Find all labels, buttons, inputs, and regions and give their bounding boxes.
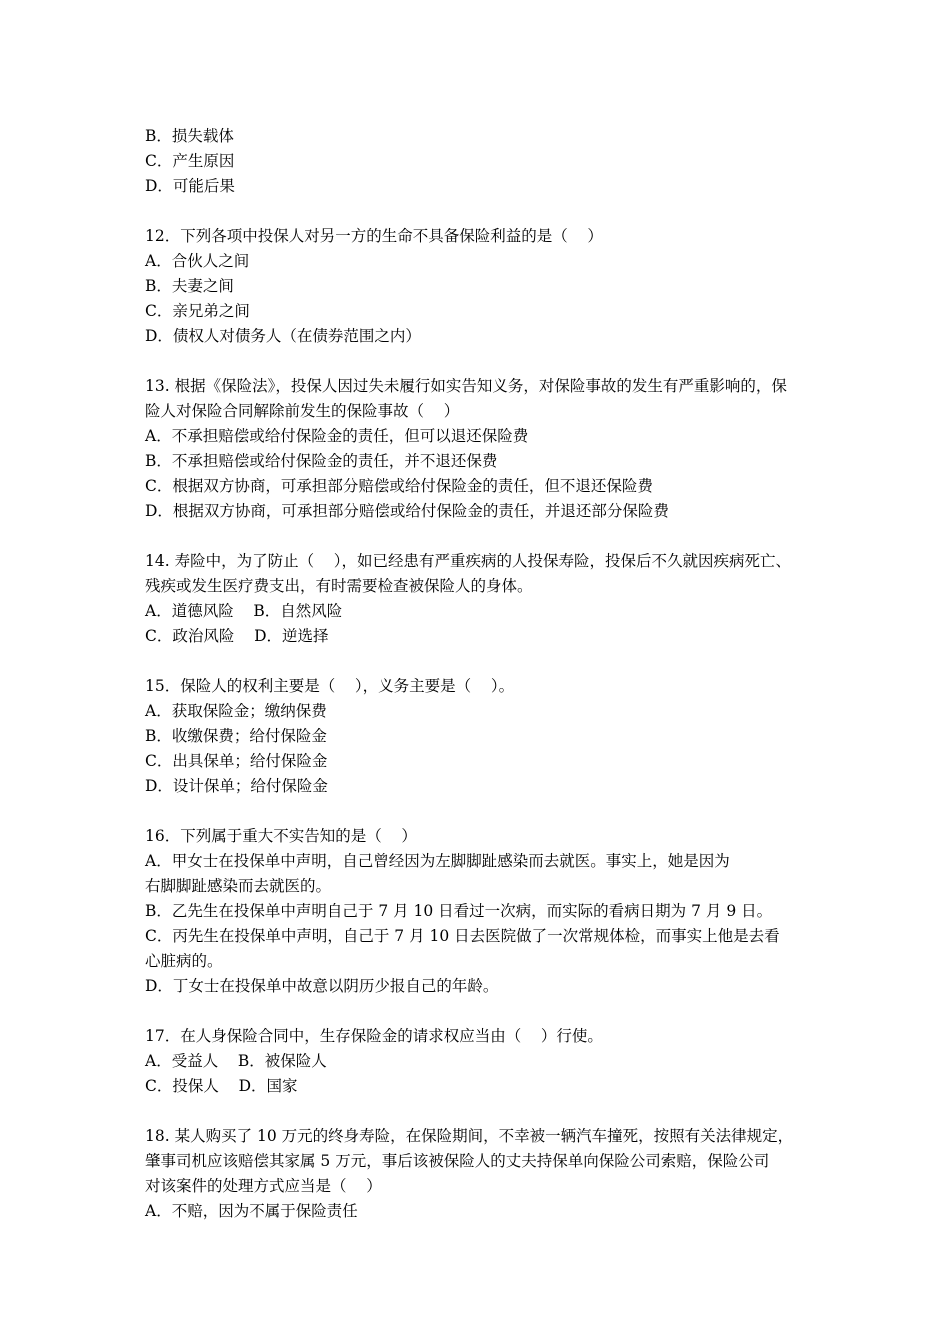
text-line: 16．下列属于重大不实告知的是（ ） <box>145 827 417 845</box>
text-line: D．设计保单；给付保险金 <box>145 777 328 795</box>
text-line: D．根据双方协商，可承担部分赔偿或给付保险金的责任，并退还部分保险费 <box>145 502 669 520</box>
text-line: C．政治风险 D．逆选择 <box>145 627 329 645</box>
text-line: C．根据双方协商，可承担部分赔偿或给付保险金的责任，但不退还保险费 <box>145 477 653 495</box>
blank-line <box>145 349 810 374</box>
blank-line <box>145 999 810 1024</box>
text-line: 17．在人身保险合同中，生存保险金的请求权应当由（ ）行使。 <box>145 1027 603 1045</box>
text-line: A．合伙人之间 <box>145 252 250 270</box>
text-line: 13. 根据《保险法》，投保人因过失未履行如实告知义务，对保险事故的发生有严重影响的，保 <box>145 377 787 395</box>
text-line: 12．下列各项中投保人对另一方的生命不具备保险利益的是（ ） <box>145 227 603 245</box>
text-line: C．出具保单；给付保险金 <box>145 752 328 770</box>
text-line: A．获取保险金；缴纳保费 <box>145 702 327 720</box>
blank-line <box>145 649 810 674</box>
text-line: A．不赔，因为不属于保险责任 <box>145 1202 358 1220</box>
text-line: A．甲女士在投保单中声明，自己曾经因为左脚脚趾感染而去就医。事实上，她是因为 <box>145 852 730 870</box>
text-line: 右脚脚趾感染而去就医的。 <box>145 877 332 895</box>
text-line: B．收缴保费；给付保险金 <box>145 727 327 745</box>
blank-line <box>145 524 810 549</box>
text-line: 14. 寿险中，为了防止（ ），如已经患有严重疾病的人投保寿险，投保后不久就因疾病死亡、 <box>145 552 792 570</box>
text-line: C．丙先生在投保单中声明，自己于 7 月 10 日去医院做了一次常规体检，而事实上他是去看 <box>145 927 780 945</box>
text-line: C．投保人 D．国家 <box>145 1077 298 1095</box>
text-line: A．不承担赔偿或给付保险金的责任，但可以退还保险费 <box>145 427 529 445</box>
text-line: C．产生原因 <box>145 152 235 170</box>
text-line: 肇事司机应该赔偿其家属 5 万元，事后该被保险人的丈夫持保单向保险公司索赔，保险公司 <box>145 1152 770 1170</box>
text-line: 18. 某人购买了 10 万元的终身寿险，在保险期间，不幸被一辆汽车撞死，按照有关法律规定， <box>145 1127 794 1145</box>
text-line: A．道德风险 B．自然风险 <box>145 602 343 620</box>
text-line: 对该案件的处理方式应当是（ ） <box>145 1177 382 1195</box>
text-line: B．乙先生在投保单中声明自己于 7 月 10 日看过一次病，而实际的看病日期为 7 月 9 日。 <box>145 902 773 920</box>
text-line: D．可能后果 <box>145 177 235 195</box>
text-line: A．受益人 B．被保险人 <box>145 1052 327 1070</box>
text-line: 15．保险人的权利主要是（ ），义务主要是（ ）。 <box>145 677 515 695</box>
text-line: D．丁女士在投保单中故意以阴历少报自己的年龄。 <box>145 977 499 995</box>
blank-line <box>145 199 810 224</box>
text-line: 心脏病的。 <box>145 952 223 970</box>
text-line: 险人对保险合同解除前发生的保险事故（ ） <box>145 402 460 420</box>
blank-line <box>145 1099 810 1124</box>
text-line: B．损失载体 <box>145 127 234 145</box>
text-line: 残疾或发生医疗费支出，有时需要检查被保险人的身体。 <box>145 577 533 595</box>
document-body <box>145 124 810 1224</box>
text-line: D．债权人对债务人（在债券范围之内） <box>145 327 421 345</box>
text-line: B．夫妻之间 <box>145 277 234 295</box>
text-line: B．不承担赔偿或给付保险金的责任，并不退还保费 <box>145 452 498 470</box>
text-line: C．亲兄弟之间 <box>145 302 250 320</box>
blank-line <box>145 799 810 824</box>
